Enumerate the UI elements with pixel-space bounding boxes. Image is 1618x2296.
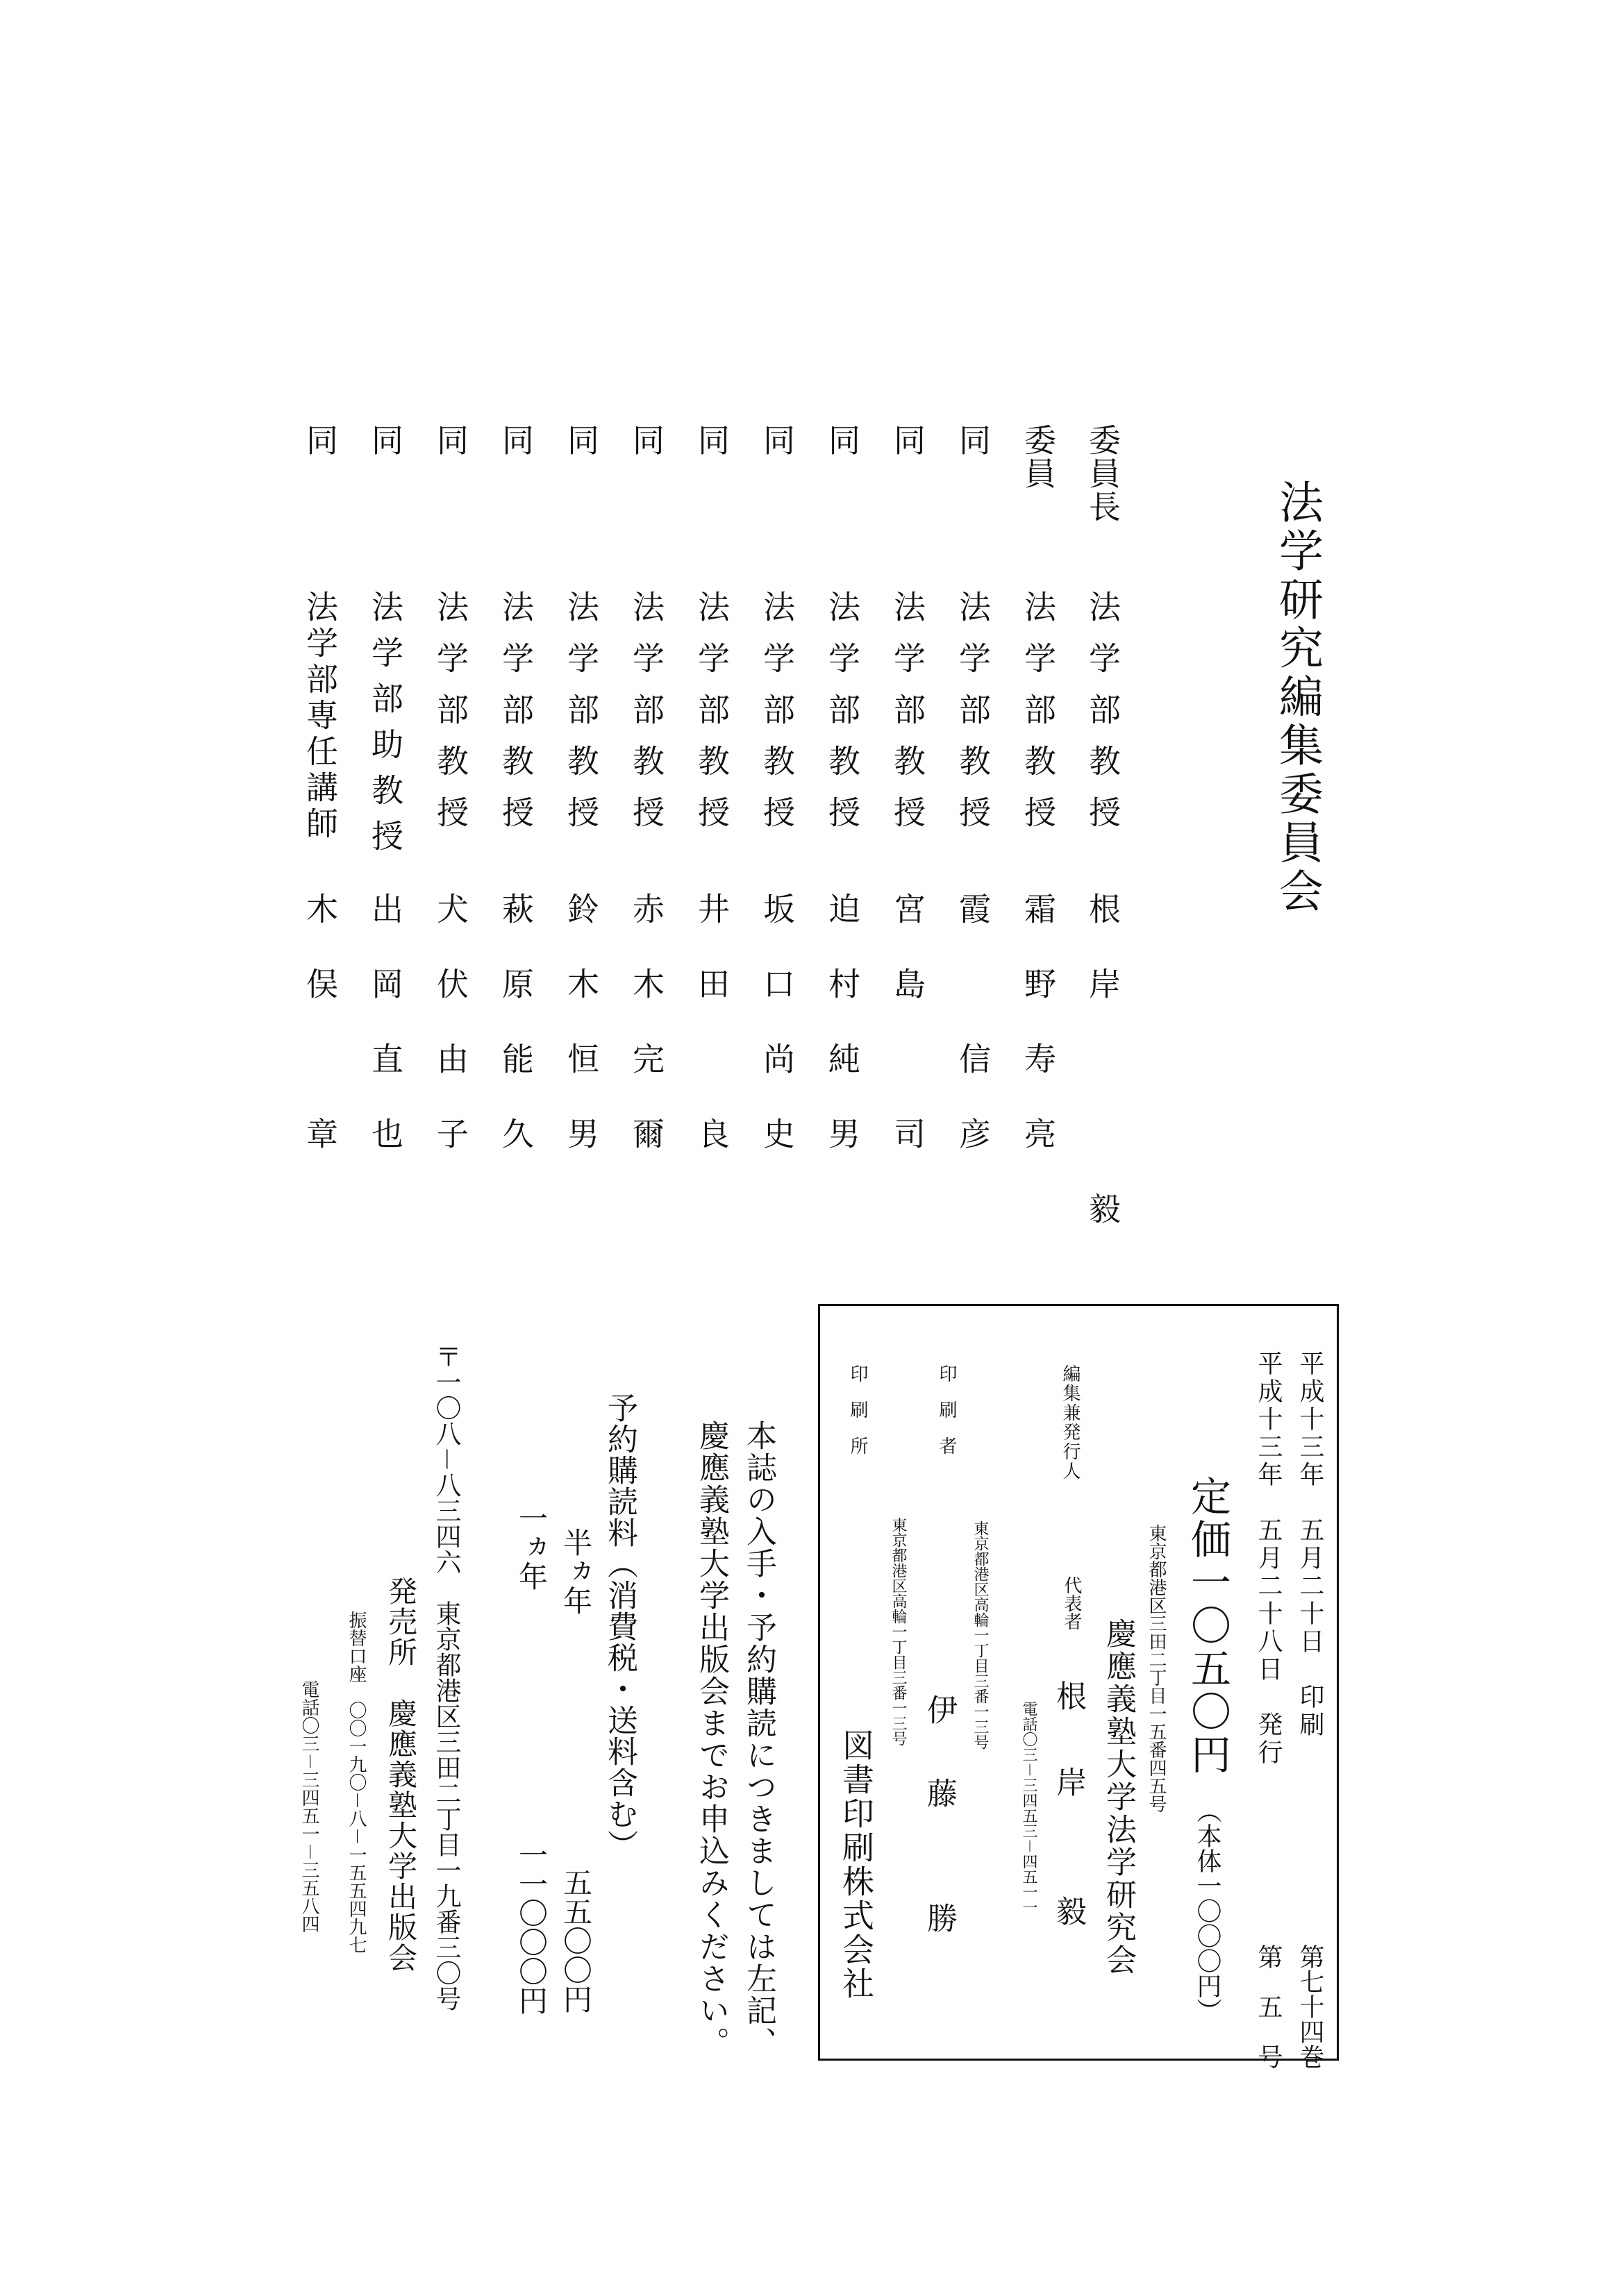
- member-role: 同: [432, 424, 469, 457]
- subscription-title: 予約購読料（消費税・送料含む）: [602, 1392, 637, 1861]
- publisher-phone: 電話〇三－三四五一－三五八四: [299, 1680, 319, 1934]
- issue-date: 平成十三年 五月二十八日 発行: [1254, 1350, 1283, 1767]
- member-name: 犬伏由子: [432, 892, 469, 1192]
- member-role: 委員: [1019, 424, 1057, 490]
- price-base: （本体一〇〇〇円）: [1193, 1798, 1221, 2023]
- member-name: 坂口尚史: [758, 892, 796, 1192]
- representative-label: 代表者: [1061, 1576, 1082, 1630]
- editor-phone: 電話〇三－三四五三－四五一一: [1020, 1701, 1037, 1916]
- representative-name: 根 岸 毅: [1051, 1680, 1086, 1938]
- notice-line-2: 慶應義塾大学出版会までお申込みください。: [694, 1420, 729, 2059]
- member-role: 同: [562, 424, 600, 457]
- publisher-name: 発売所 慶應義塾大学出版会: [384, 1576, 418, 1973]
- transfer-account: 振替口座 〇〇一九〇－八－一五五四九七: [346, 1611, 367, 1954]
- half-year-price: 五五〇〇円: [559, 1868, 593, 2013]
- printer-label: 印 刷 者: [936, 1364, 957, 1455]
- printer-address: 東京都港区高輪一丁目三番一三号: [971, 1520, 989, 1750]
- member-role: 委員長: [1084, 424, 1121, 523]
- member-position: 法学部専任講師: [301, 590, 339, 843]
- print-house-label: 印 刷 所: [847, 1364, 868, 1455]
- editor-label: 編集兼発行人: [1060, 1364, 1081, 1481]
- notice-line-1: 本誌の入手・予約購読につきましては左記、: [741, 1420, 776, 2059]
- member-position: 法学部教授: [1019, 590, 1057, 847]
- volume: 第七十四巻: [1296, 1944, 1324, 2069]
- editor-organization: 慶應義塾大学法学研究会: [1101, 1618, 1136, 1977]
- issue-number: 第 五 号: [1254, 1944, 1283, 2069]
- print-house-address: 東京都港区高輪一丁目三番一三号: [890, 1517, 907, 1746]
- one-year-price: 一一〇〇〇円: [515, 1840, 549, 2015]
- member-name: 赤木完爾: [628, 892, 665, 1192]
- member-role: 同: [628, 424, 665, 457]
- member-name: 迫村純男: [824, 892, 861, 1192]
- price: 定価一〇五〇円: [1184, 1475, 1231, 1777]
- print-house-name: 図書印刷株式会社: [837, 1729, 875, 2001]
- member-name: 根岸 毅: [1084, 892, 1121, 1267]
- member-position: 法学部教授: [628, 590, 665, 847]
- member-position: 法学部助教授: [367, 590, 404, 865]
- print-date: 平成十三年 五月二十日 印刷: [1296, 1350, 1324, 1739]
- member-role: 同: [889, 424, 926, 457]
- publisher-address: 〒一〇八－八三四六 東京都港区三田二丁目一九番三〇号: [431, 1343, 461, 2011]
- one-year-label: 一ヵ年: [515, 1503, 549, 1591]
- member-name: 宮島 司: [889, 892, 926, 1192]
- member-role: 同: [824, 424, 861, 457]
- member-position: 法学部教授: [497, 590, 535, 847]
- member-position: 法学部教授: [889, 590, 926, 847]
- member-role: 同: [497, 424, 535, 457]
- member-role: 同: [954, 424, 992, 457]
- member-name: 鈴木恒男: [562, 892, 600, 1192]
- member-position: 法学部教授: [824, 590, 861, 847]
- committee-title: 法学研究編集委員会: [1271, 479, 1323, 916]
- member-name: 霞 信彦: [954, 892, 992, 1192]
- member-role: 同: [693, 424, 731, 457]
- member-name: 霜野寿亮: [1019, 892, 1057, 1192]
- member-role: 同: [758, 424, 796, 457]
- member-position: 法学部教授: [1084, 590, 1121, 847]
- member-position: 法学部教授: [562, 590, 600, 847]
- half-year-label: 半ヵ年: [559, 1527, 593, 1615]
- member-position: 法学部教授: [432, 590, 469, 847]
- printer-name: 伊 藤 勝: [921, 1694, 957, 1944]
- member-name: 木俣 章: [301, 892, 339, 1192]
- member-name: 出岡直也: [367, 892, 404, 1192]
- member-role: 同: [367, 424, 404, 457]
- member-name: 萩原能久: [497, 892, 535, 1192]
- editor-address: 東京都港区三田二丁目一五番四五号: [1146, 1524, 1167, 1813]
- member-position: 法学部教授: [693, 590, 731, 847]
- member-name: 井田 良: [693, 892, 731, 1192]
- member-position: 法学部教授: [954, 590, 992, 847]
- member-position: 法学部教授: [758, 590, 796, 847]
- member-role: 同: [301, 424, 339, 457]
